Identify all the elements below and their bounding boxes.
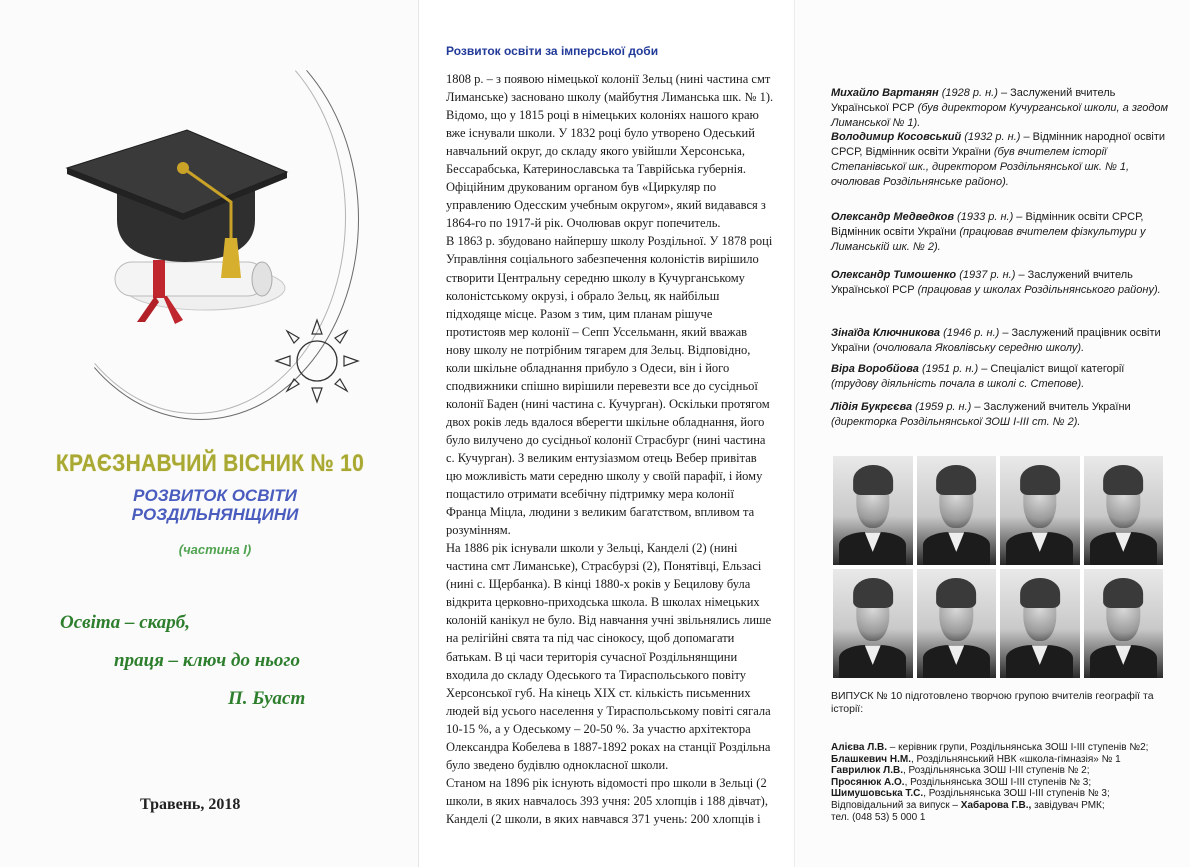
teacher-name: Володимир Косовський [831,131,962,143]
teacher-bio [831,362,1171,392]
issue-info: ВИПУСК № 10 підготовлено творчою групою вчителів географії та історії: [831,690,1154,715]
bios-panel [794,0,1190,867]
teacher-bio [831,326,1171,356]
teacher-name: Лідія Букрєєва [831,401,913,413]
teacher-award: – Заслужений вчитель Української РСР [831,87,1116,114]
article-line: 1808 р. – з появою німецької колонії Зельц (нині частина смт [446,72,771,86]
article-line: коли шкільне обладнання прибуло з Одеси, він і його [446,360,730,375]
article-line: було зведено будівлю однокласної школи. [446,757,669,772]
credit-line [831,742,1185,754]
phone: тел. (048 53) 5 000 1 [831,811,926,823]
article-line: школи, в яких навчалось 393 учня: 205 хлопців і 188 дівчат), [446,793,768,808]
credit-text: , Роздільнянська ЗОШ I-III ступенів № 3; [923,788,1110,800]
birth-year: (1928 р. н.) [941,87,998,99]
birth-year: (1946 р. н.) [943,327,1000,339]
teacher-award: – Відмінник народної освіти СРСР, Відмінник освіти України [831,131,1166,158]
teacher-photo [917,456,997,565]
teacher-name: Михайло Вартанян [831,87,939,99]
teacher-photo [1084,569,1164,678]
article-line: на релігійні свята та під час сінокосу, щоб допомагати [446,631,735,646]
teacher-name: Олександр Тимошенко [831,269,957,281]
teacher-note: (працював вчителем фізкультури у Лиманській шк. № 2). [831,226,1146,253]
subtitle-line-2: РОЗДІЛЬНЯНЩИНИ [131,505,299,524]
birth-year: (1937 р. н.) [959,269,1016,281]
sun-icon [272,316,362,406]
article-line: 10-15 %, а у Одеському – 20-50 %. За участю архітектора [446,721,751,736]
article-line: батькам. В ці часи територія сучасної Роздільнянщини [446,649,738,664]
credit-line [831,788,1185,800]
article-line: Лиманське) засновано школу (майбутня Лиманська шк. № 1). [446,90,774,105]
magazine-subtitle [40,486,390,524]
teacher-award: – Спеціаліст вищої категорії [978,363,1125,375]
article-line: протистояв мер колонії – Сепп Уссельманн, який вважав [446,324,748,339]
teacher-award: – Заслужений вчитель України [971,401,1131,413]
teacher-photo [917,569,997,678]
credit-name: Просянюк А.О. [831,776,905,788]
teacher-note: (очолювала Яковлівську середню школу). [872,342,1085,354]
credit-name: Блашкевич Н.М. [831,753,911,765]
article-line: відкрита церковно-приходська школа. В школах німецьких [446,595,760,610]
article-line: Франца Міцла, людини з великим багатством, впливом та [446,505,755,520]
teacher-bio [831,130,1171,190]
graduation-cap-icon [55,110,295,330]
article-line: На 1886 рік існували школи у Зельці, Канделі (2) (нині [446,541,738,556]
article-line: вже існували школи. У 1832 році було утворено Одеський [446,126,755,141]
article-line: 1864-го по 1917-й рік. Очолював округ попечитель. [446,216,721,231]
article-line: Відомо, що у 1815 році в німецьких колоніях нашого краю [446,108,759,123]
article-line: створити Центральну середню школу в Кучурганському [446,270,745,285]
teacher-award: – Заслужений працівник освіти України [831,327,1161,354]
teachers-photo-grid [833,456,1163,678]
article-line: Офіційним друкованим органом був «Циркуляр по [446,180,717,195]
article-line: цю можливість мати середню школу у своїй парафії, і йому [446,469,763,484]
credit-name: Шимушовська Т.С. [831,788,924,800]
teacher-bio [831,400,1171,430]
credit-line [831,777,1185,789]
cover-panel [0,0,419,867]
article-line: розумінням. [446,523,511,538]
teacher-award: – Заслужений вчитель Української РСР [831,269,1133,296]
magazine-title: КРАЄЗНАВЧИЙ ВІСНИК № 10 [55,450,365,477]
credits-list [831,742,1185,823]
teacher-bio [831,268,1171,298]
teacher-photo [1000,569,1080,678]
teacher-photo [833,569,913,678]
article-line: Херсонської губ. На кінець XIX ст. кількість письменних [446,685,751,700]
article-line: Олександра Кобелева в 1887-1892 роках на станції Роздільна [446,739,771,754]
article-line: людей від усього населення у Тираспольському повіті сягала [446,703,771,718]
teacher-note: (був вчителем історії Степанівської шк., директором Роздільнянської шк. № 1, очолював Роздільнянське районо). [831,146,1130,188]
teacher-photo [833,456,913,565]
subtitle-line-1: РОЗВИТОК ОСВІТИ [133,486,297,505]
birth-year: (1933 р. н.) [957,211,1014,223]
article-line: (нині с. Щербанка). В кінці 1880-х років у Бецилову була [446,577,751,592]
credit-line [831,765,1185,777]
article-line: Бессарабська, Катеринославська та Таврійська губернія. [446,162,747,177]
teacher-name: Зінаїда Ключникова [831,327,941,339]
article-line: управлению Одесским учебным округом», який видавався з [446,198,766,213]
teacher-note: (працював у школах Роздільнянського району). [917,284,1161,296]
credit-text: , Роздільнянський НВК «школа-гімназія» № 1 [911,753,1121,765]
teacher-photo [1084,456,1164,565]
article-line: частина смт Лиманське), Страсбурзі (2), Понятівці, Ельзасі [446,559,762,574]
article-line: колоній канікул не було. Від навчання учні звільнялись лише [446,613,772,628]
birth-year: (1951 р. н.) [921,363,979,375]
teacher-photo [1000,456,1080,565]
article-line: сподвижники спішно вирішили перевезти все до сусідньої [446,378,758,393]
teacher-bio [831,210,1171,255]
part-label: (частина I) [178,542,252,557]
credit-name: Гаврилюк Л.В. [831,765,903,777]
article-line: с. Кучурган). З великим ентузіазмом отець Вебер привітав [446,450,757,465]
article-line: колоністському окрузі, і обрало Зельц, як найбільш [446,288,720,303]
teacher-name: Олександр Медведков [831,211,954,223]
article-line: Управління соціального забезпечення колоністів вирішило [446,252,759,267]
article-heading: Розвиток освіти за імперської доби [446,44,659,58]
responsible-prefix: Відповідальний за випуск – [831,799,961,811]
responsible-suffix: завідувач РМК; [1031,799,1105,811]
article-line: Канделі (2 школи, в яких навчався 371 учень: 200 хлопців і [446,811,761,826]
article-line: входила до складу Одеського та Тираспольського повіту [446,667,746,682]
article-line: пощастило отримати всебічну підтримку мера колонії [446,487,734,502]
article-body [446,70,792,828]
quote-line-1: Освіта – скарб, [60,612,191,633]
article-line: Станом на 1896 рік існують відомості про школи в Зельці (2 [446,775,767,790]
teacher-note: (трудову діяльність почала в школі с. Степове). [831,378,1085,390]
article-panel [420,0,792,867]
responsible-name: Хабарова Г.В., [960,799,1032,811]
quote-line-2: праця – ключ до нього [114,650,300,671]
responsible-line [831,800,1185,812]
issue-date: Травень, 2018 [140,796,241,813]
teacher-award: – Відмінник освіти СРСР, Відмінник освіти України [831,211,1144,238]
birth-year: (1932 р. н.) [964,131,1021,143]
article-line: нову школу не потрібним тягарем для Зельц. Відповідно, [446,342,751,357]
credit-text: – керівник групи, Роздільнянська ЗОШ I-III ступенів №2; [887,742,1149,753]
article-line: колонії Баден (нині частина с. Кучурган). Оскільки протягом [446,396,770,411]
quote-author: П. Буаст [228,688,306,709]
credit-text: , Роздільнянська ЗОШ I-III ступенів № 2; [902,765,1090,777]
credit-name: Алієва Л.В. [831,742,888,753]
article-line: було вилучено до сусідньої колонії Страсбург (нині частина [446,432,766,447]
article-line: навчальний округ, до складу якого увійшли Херсонська, [446,144,745,159]
credit-text: , Роздільнянська ЗОШ I-III ступенів № 3; [904,776,1092,788]
teacher-note: (був директором Кучурганської школи, а згодом Лиманської № 1). [831,102,1169,129]
birth-year: (1959 р. н.) [915,401,972,413]
teacher-note: (директорка Роздільнянської ЗОШ I-III ст. № 2). [831,416,1081,428]
article-line: двох років ледь вдалося вберегти шкільне обладнання, його [446,414,765,429]
credit-line [831,754,1185,766]
diploma-scroll-icon [115,260,272,324]
teacher-bio [831,86,1171,131]
teacher-name: Віра Воробйова [831,363,919,375]
article-line: підходяще місце. Разом з тим, цим планам рішуче [446,306,713,321]
article-line: В 1863 р. збудовано найпершу школу Роздільної. У 1878 році [446,234,773,249]
